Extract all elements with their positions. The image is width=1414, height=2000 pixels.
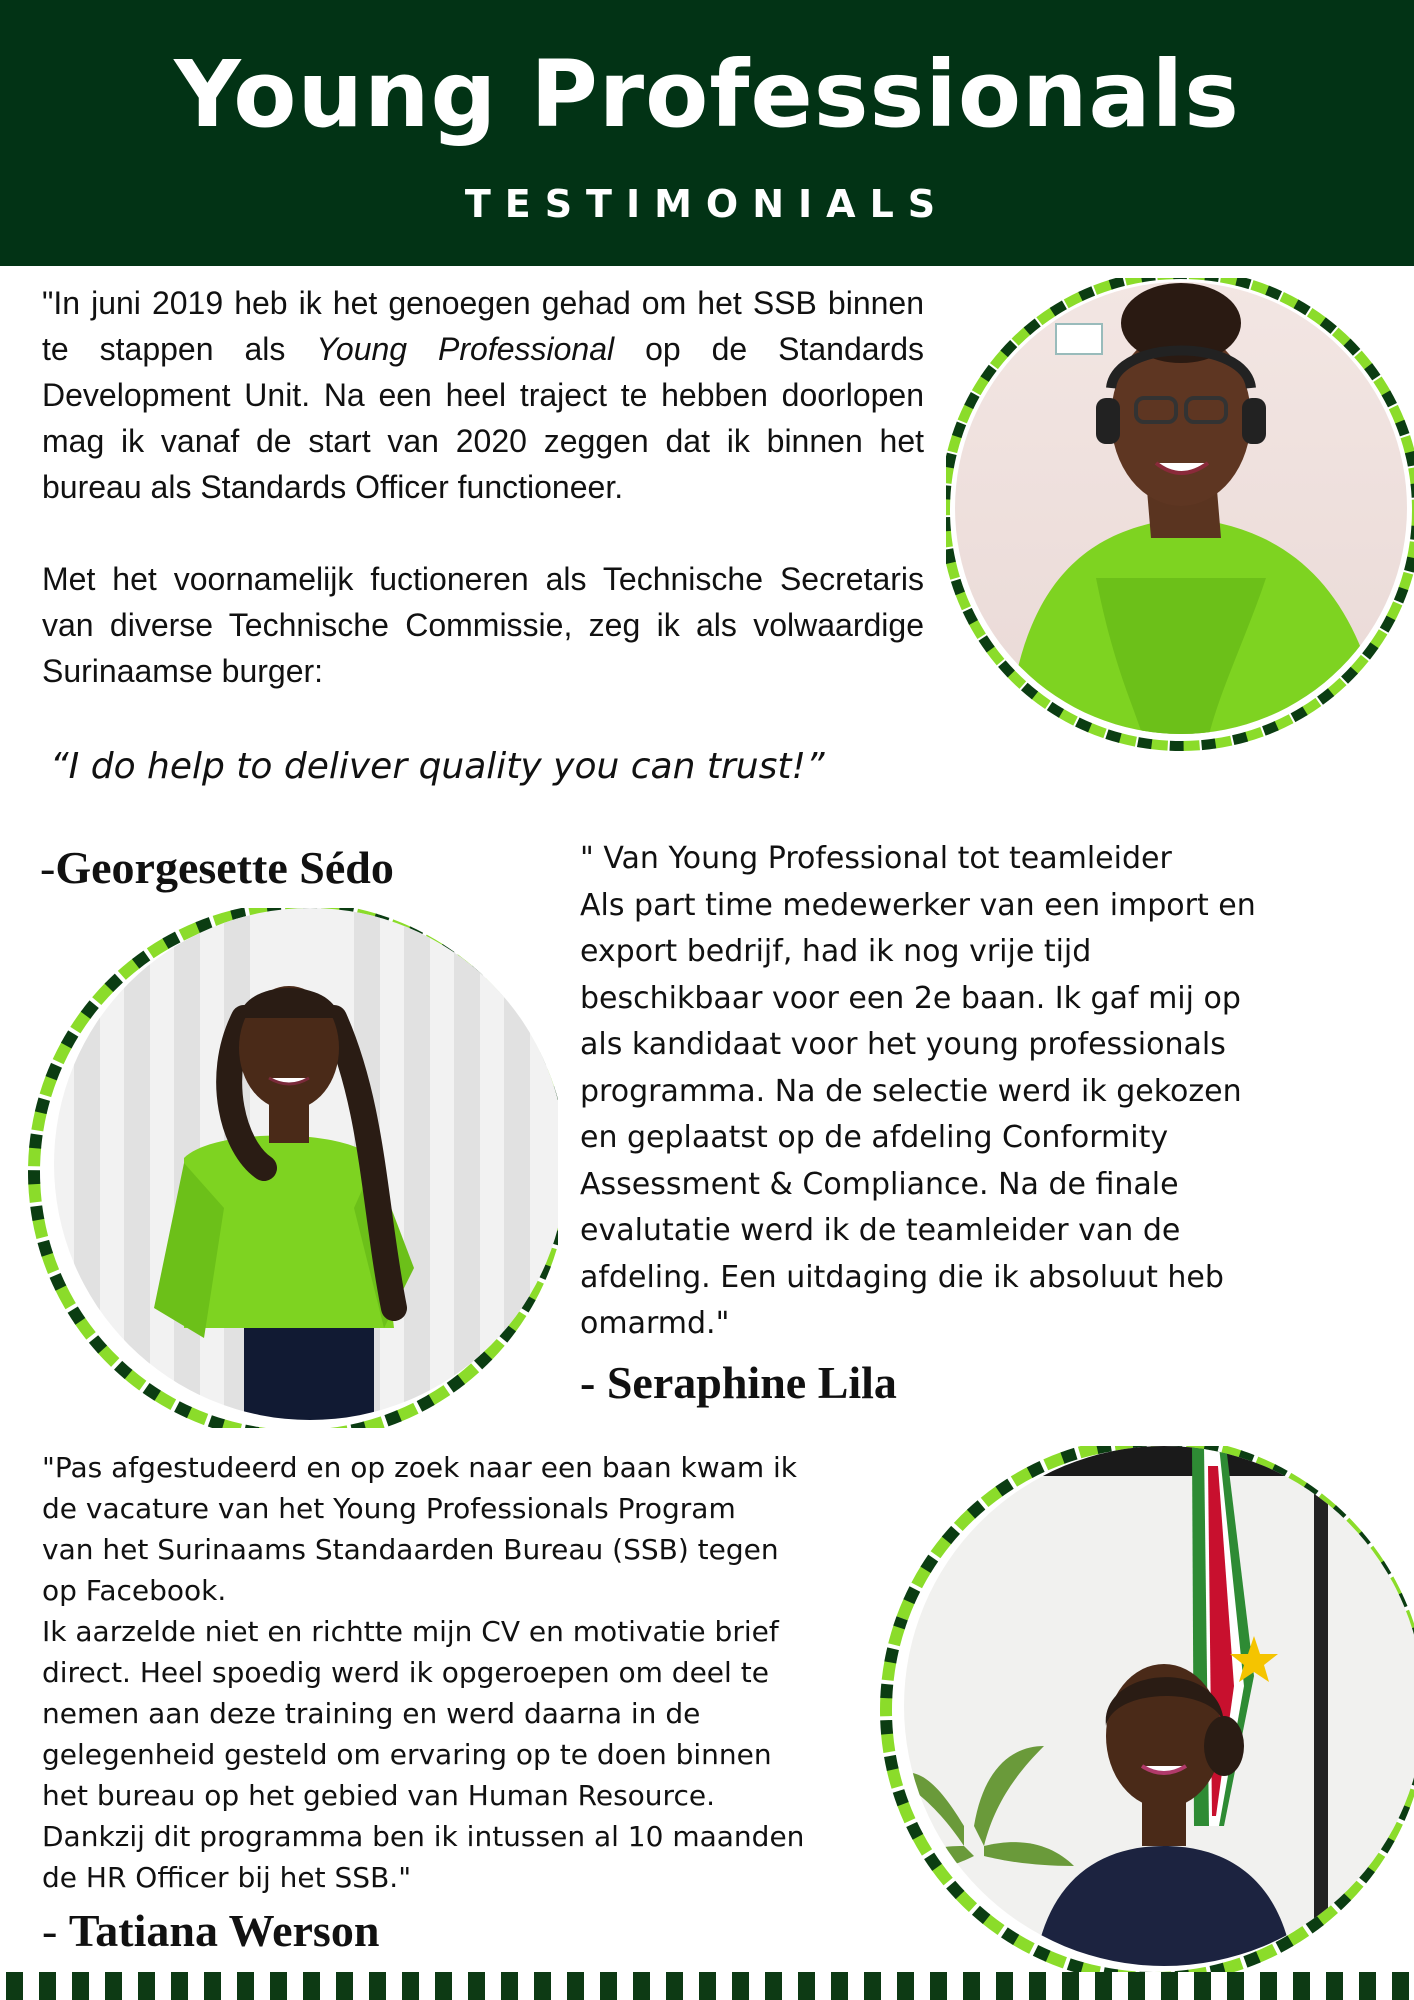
page-title: Young Professionals bbox=[174, 41, 1240, 148]
testimonial-1-paragraph-1: "In juni 2019 heb ik het genoegen gehad om het SSB binnen te stappen als Young Professional op de Standards Development Unit. Na een heel traject te hebben doorlopen mag ik vanaf de start van 2020 zeggen dat ik binnen het bureau als Standards Officer functioneer. bbox=[42, 285, 925, 505]
testimonial-2-text: " Van Young Professional tot teamleider Als part time medewerker van een import en export bedrijf, had ik nog vrije tijd beschikbaar voor een 2e baan. Ik gaf mij op als kandidaat voor het young professionals programma. Na de selectie werd ik gekozen en geplaatst op de afdeling Conformity Assessment & Compliance. Na de finale evalutatie werd ik de teamleider van de afdeling. Een uitdaging die ik absoluut heb omarmd." bbox=[580, 841, 1256, 1341]
testimonial-1-signature: -Georgesette Sédo bbox=[40, 842, 394, 893]
page-header bbox=[0, 0, 1414, 266]
testimonial-1-text bbox=[42, 280, 924, 694]
testimonial-1-paragraph-2: Met het voornamelijk fuctioneren als Technische Secretaris van diverse Technische Commissie, zeg ik als volwaardige Surinaamse burger: bbox=[42, 561, 924, 689]
footer-stripe-border bbox=[0, 1972, 1414, 2000]
testimonial-2-signature: - Seraphine Lila bbox=[580, 1357, 897, 1408]
photo-georgesette-sedo bbox=[946, 278, 1414, 752]
page-subtitle: TESTIMONIALS bbox=[464, 182, 950, 226]
photo-tatiana-werson bbox=[874, 1446, 1414, 1972]
testimonial-1-quote: “I do help to deliver quality you can trust!” bbox=[50, 746, 825, 787]
photo-seraphine-lila bbox=[14, 908, 558, 1428]
testimonial-3-signature: - Tatiana Werson bbox=[42, 1905, 380, 1956]
testimonial-3-text: "Pas afgestudeerd en op zoek naar een baan kwam ik de vacature van het Young Professionals Program van het Surinaams Standaarden Bureau (SSB) tegen op Facebook. Ik aarzelde niet en richtte mijn CV en motivatie brief direct. Heel spoedig werd ik opgeroepen om deel te nemen aan deze training en werd daarna in de gelegenheid gesteld om ervaring op te doen binnen het bureau op het gebied van Human Resource. Dankzij dit programma ben ik intussen al 10 maanden de HR Officer bij het SSB." bbox=[42, 1451, 805, 1894]
